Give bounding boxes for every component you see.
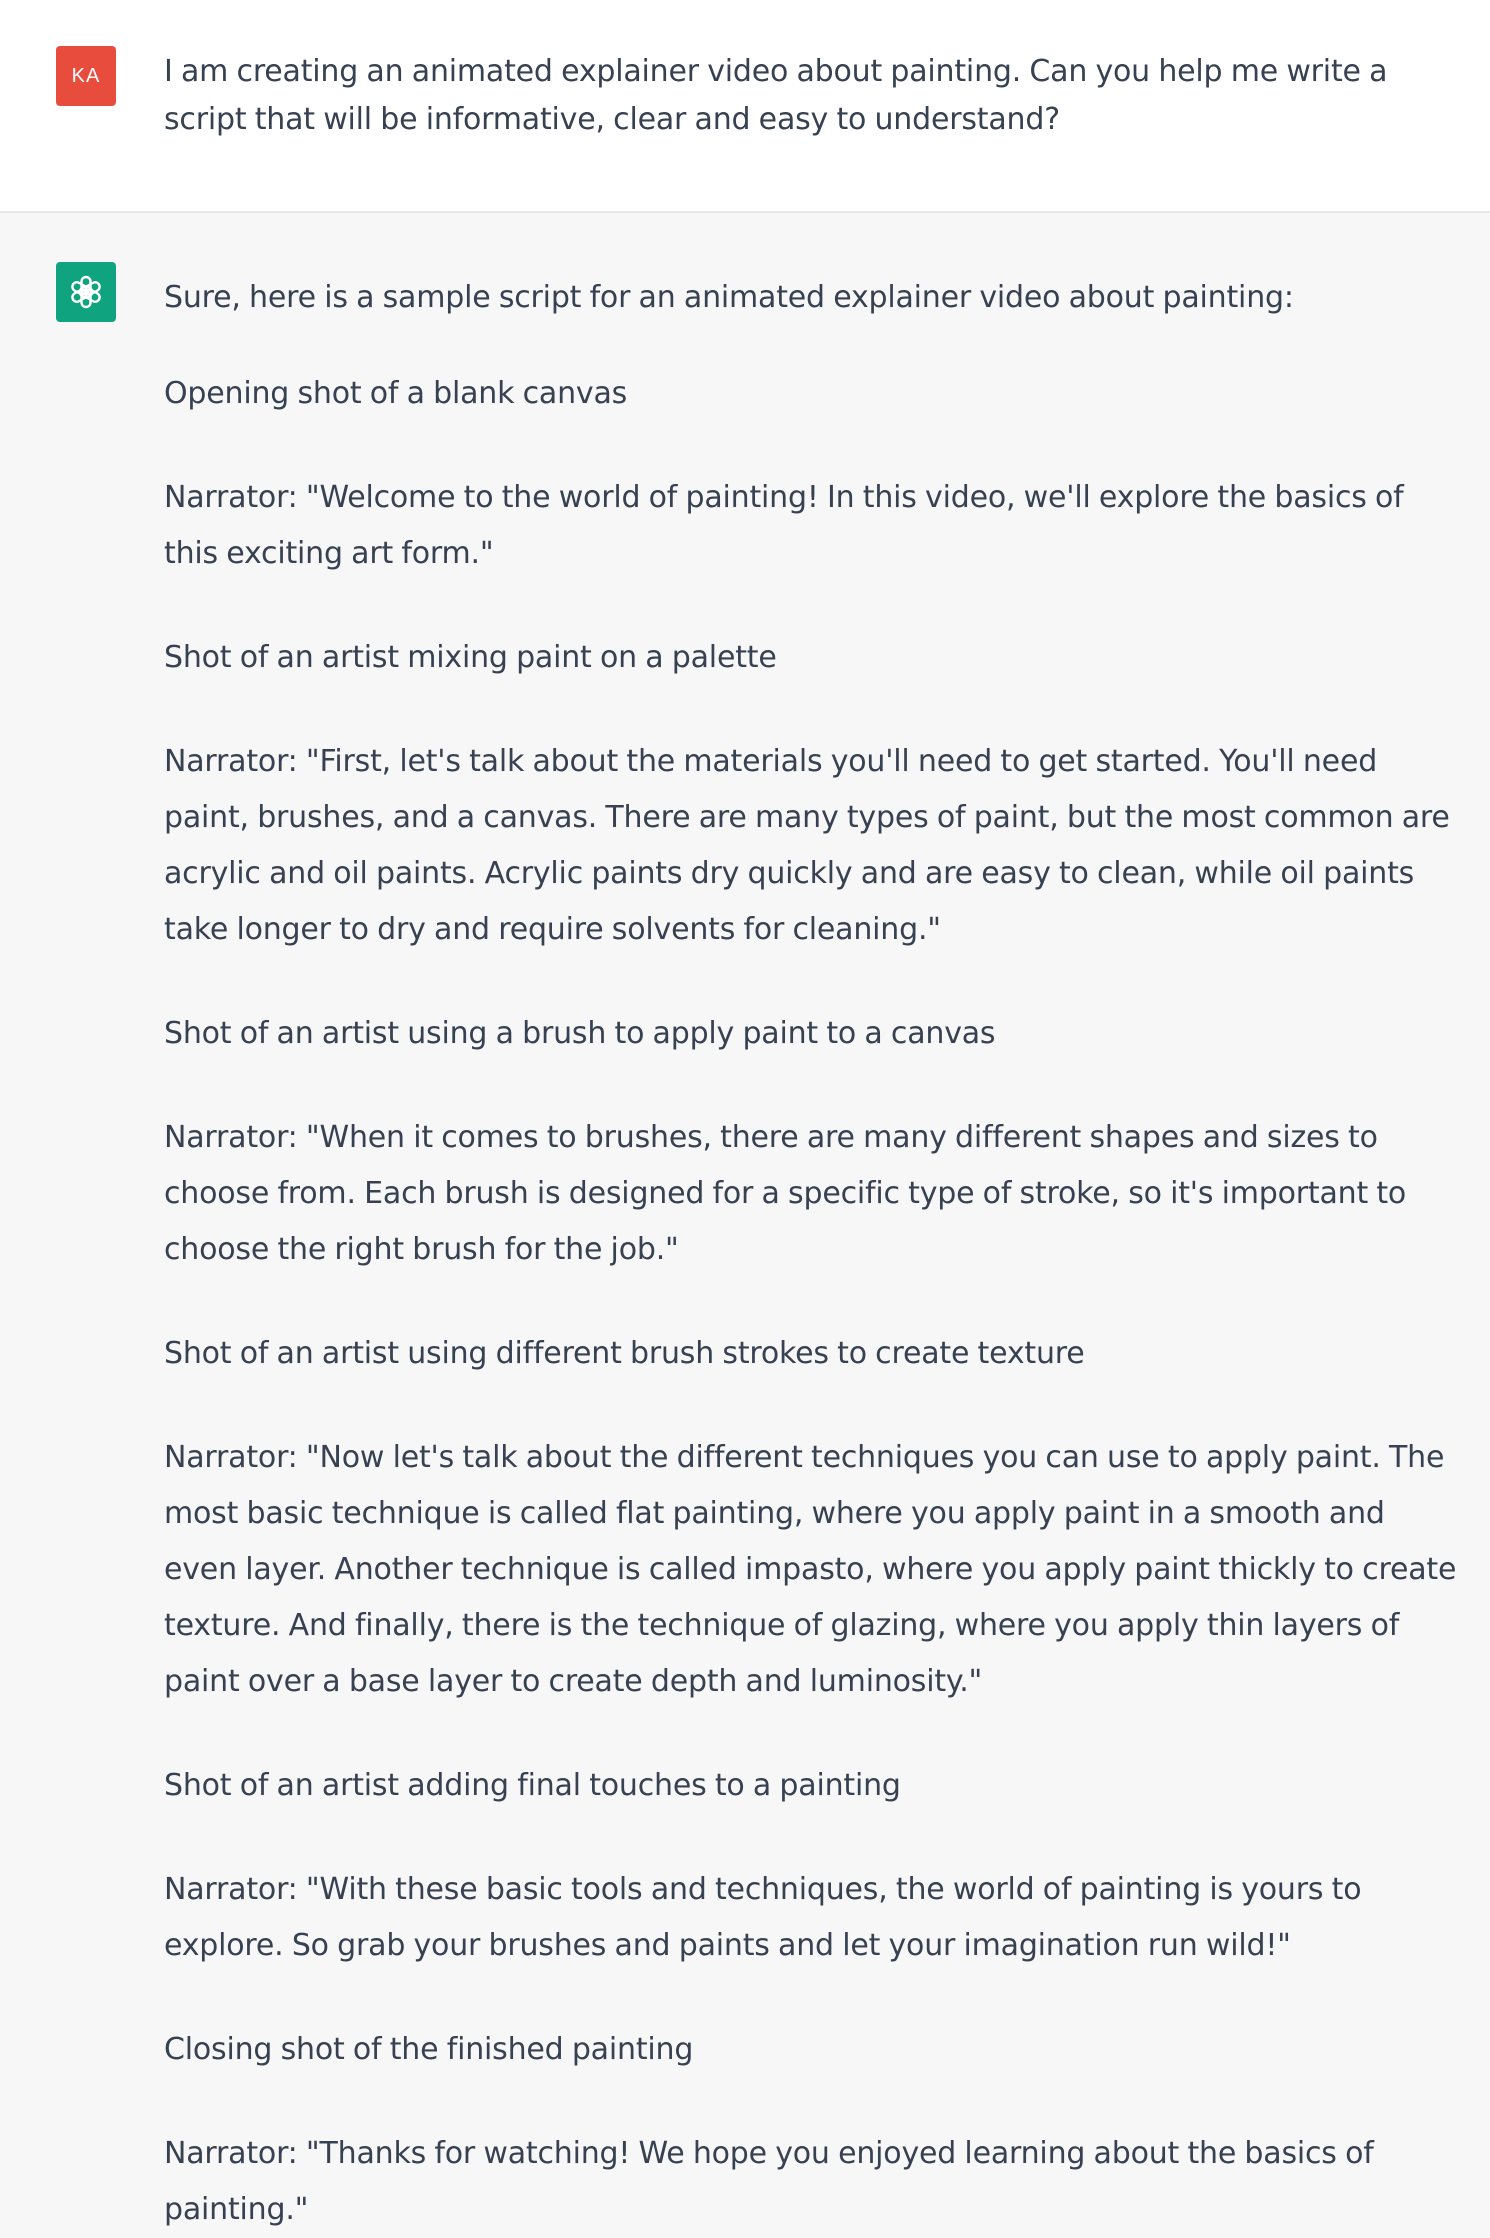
script-shot-direction: Shot of an artist using a brush to apply paint to a canvas (164, 1016, 996, 1051)
assistant-avatar (56, 262, 116, 322)
script-narration: Narrator: "First, let's talk about the materials you'll need to get started. You'll need paint, brushes, and a canvas. There are many types of paint, but the most common are acrylic and oil paints. Acrylic paints dry quickly and are easy to clean, while oil paints take longer to dry and require solvents for cleaning." (164, 744, 1450, 947)
openai-logo-icon (65, 271, 107, 313)
user-message-row (0, 0, 1490, 213)
script-shot-direction: Shot of an artist mixing paint on a palette (164, 640, 777, 675)
script-shot-direction: Shot of an artist using different brush strokes to create texture (164, 1336, 1085, 1371)
assistant-message-text (164, 270, 1464, 2238)
script-shot-direction: Opening shot of a blank canvas (164, 376, 628, 411)
assistant-message-row (0, 213, 1490, 2227)
user-message-text: I am creating an animated explainer video about painting. Can you help me write a script that will be informative, clear and easy to understand? (164, 54, 1388, 137)
script-shot-direction: Shot of an artist adding final touches to a painting (164, 1768, 901, 1803)
script-narration: Narrator: "With these basic tools and techniques, the world of painting is yours to explore. So grab your brushes and paints and let your imagination run wild!" (164, 1872, 1362, 1963)
script-shot-direction: Closing shot of the finished painting (164, 2032, 694, 2067)
script-narration: Narrator: "Thanks for watching! We hope you enjoyed learning about the basics of painting." (164, 2136, 1374, 2227)
script-narration: Narrator: "Now let's talk about the different techniques you can use to apply paint. The most basic technique is called flat painting, where you apply paint in a smooth and even layer. Another technique is called impasto, where you apply paint thickly to create texture. And finally, there is the technique of glazing, where you apply thin layers of paint over a base layer to create depth and luminosity." (164, 1440, 1457, 1699)
script-narration: Narrator: "Welcome to the world of painting! In this video, we'll explore the basics of this exciting art form." (164, 480, 1404, 571)
script-narration: Narrator: "When it comes to brushes, there are many different shapes and sizes to choose from. Each brush is designed for a specific type of stroke, so it's important to choose the right brush for the job." (164, 1120, 1407, 1267)
user-avatar: KA (56, 46, 116, 106)
response-intro: Sure, here is a sample script for an animated explainer video about painting: (164, 280, 1294, 315)
